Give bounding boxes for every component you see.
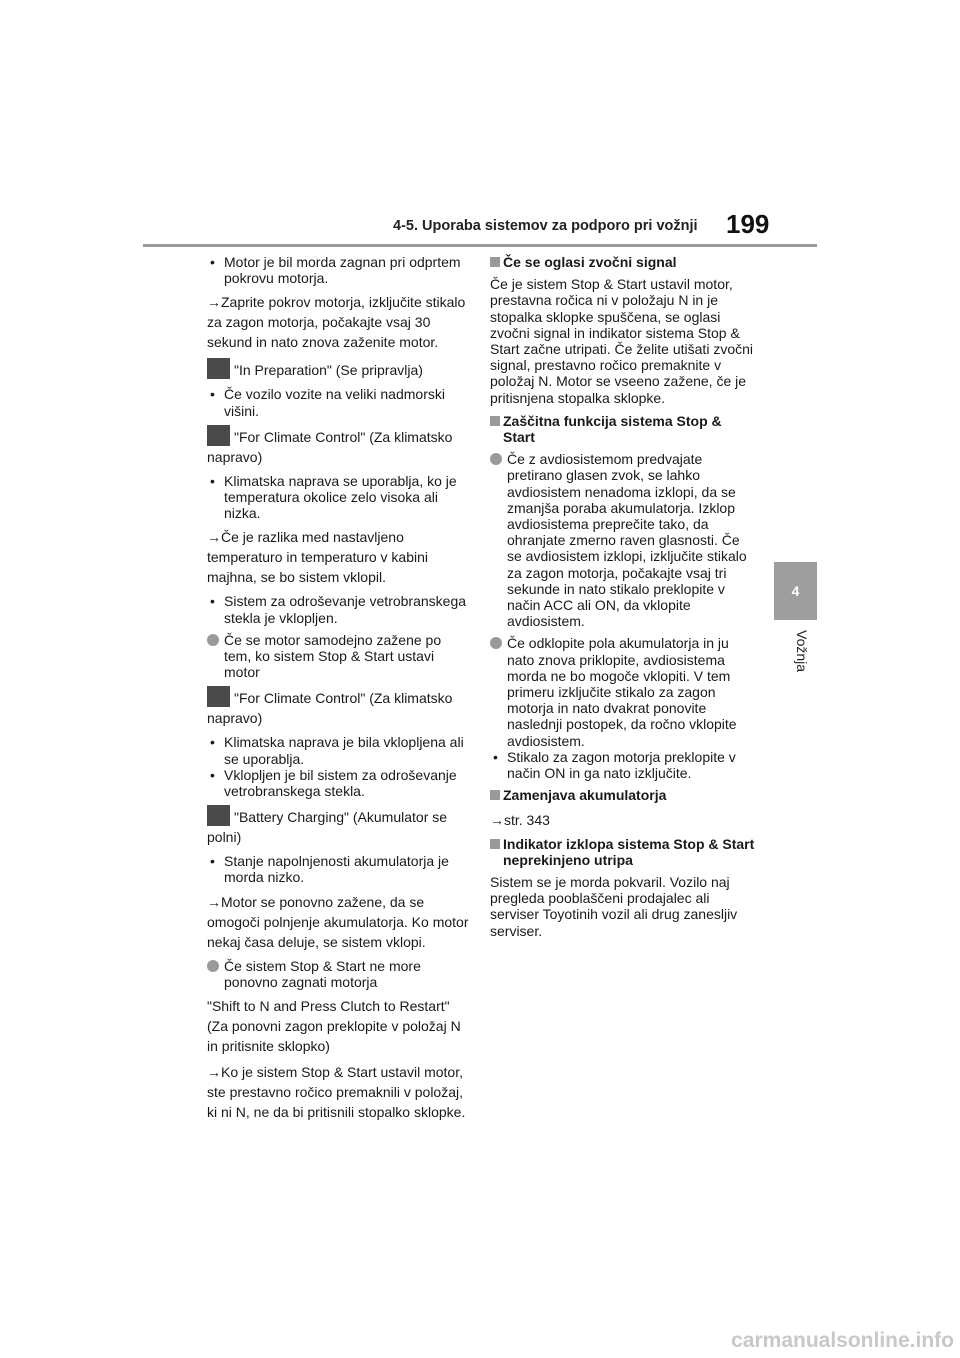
heading-text: Zaščitna funkcija sistema Stop & Start [503,412,722,446]
list-item-text: Klimatska naprava je bila vklopljena ali se uporablja. [224,734,464,767]
list-item: • Stanje napolnjenosti akumulatorja je morda nizko. [210,853,449,886]
circle-item-text: Če z avdiosistemom predvajate pretirano glasen zvok, se lahko avdiosistem nenadoma izklopi, da se zmanjša poraba akumulatorja. Izklop avdiosistema preprečite tako, da ohranjate zmerno raven glasnosti. Če se avdiosistem izklopi, izključite stikalo za zagon motorja, počakajte vsaj tri sekunde in nato stikalo preklopite v način ACC ali ON, da vklopite avdiosistem. [507,451,747,630]
heading-square-icon [490,839,500,849]
message-text: "Battery Charging" (Akumulator se polni) [207,809,448,846]
bullet-circle-icon [490,453,502,465]
heading-text: Indikator izklopa sistema Stop & Start neprekinjeno utripa [503,835,755,868]
chapter-tab[interactable]: 4 [774,562,817,620]
header-divider [143,244,817,247]
message-text: "In Preparation" (Se pripravlja) [234,362,423,379]
list-item-text: Klimatska naprava se uporablja, ko je temperatura okolice zelo visoka ali nizka. [224,472,457,522]
list-item-text: Stanje napolnjenosti akumulatorja je morda nizko. [224,853,449,886]
bullet-circle-icon [207,960,219,972]
page-reference[interactable]: →str. 343 [490,811,550,828]
list-item: • Vklopljen je bil sistem za odroševanje vetrobranskega stekla. [210,766,457,800]
section-heading [490,787,755,803]
left-column [207,254,469,1128]
stop-start-indicator-icon [207,805,230,826]
circle-item [490,451,755,629]
display-message [207,425,469,467]
circle-item [207,958,469,990]
heading-square-icon [490,790,500,800]
bullet-circle-icon [490,637,502,649]
action-text: →Če je razlika med nastavljeno temperaturo in temperaturo v kabini majhna, se bo sistem vklopil. [207,529,428,586]
right-column [490,254,755,946]
paragraph: Sistem se je morda pokvaril. Vozilo naj pregleda pooblaščeni prodajalec ali serviser Toyotinih vozil ali drug zanesljiv serviser. [490,873,738,939]
stop-start-indicator-icon [207,358,230,379]
stop-start-indicator-icon [207,686,230,707]
heading-text: Če se oglasi zvočni signal [503,254,677,270]
display-message [207,805,469,847]
list-item: • Stikalo za zagon motorja preklopite v način ON in ga nato izključite. [493,748,736,782]
section-heading [490,836,755,868]
chapter-label: Vožnja [794,630,810,673]
section-heading [490,413,755,445]
list-item: • Sistem za odroševanje vetrobranskega stekla je vklopljen. [210,593,467,626]
display-message-text: "Shift to N and Press Clutch to Restart" (Za ponovni zagon preklopite v položaj N in pritisnite sklopko) [207,998,461,1055]
display-message [207,358,469,380]
heading-square-icon [490,416,500,426]
section-title: 4-5. Uporaba sistemov za podporo pri vožnji [393,218,698,234]
circle-item [207,632,469,681]
circle-item-text: Če se motor samodejno zažene po tem, ko sistem Stop & Start ustavi motor [224,631,442,681]
heading-text: Zamenjava akumulatorja [503,787,667,804]
watermark: carmanualsonline.info [731,1329,954,1352]
action-text: →Ko je sistem Stop & Start ustavil motor, ste prestavno ročico premaknili v položaj, ki ni N, ne da bi pritisnili stopalko sklopke. [207,1064,466,1121]
list-item: • Klimatska naprava se uporablja, ko je temperatura okolice zelo visoka ali nizka. [210,472,457,522]
list-item-text: Če vozilo vozite na veliki nadmorski višini. [224,386,445,419]
circle-item [490,635,755,748]
stop-start-indicator-icon [207,425,230,446]
list-item: • Klimatska naprava je bila vklopljena ali se uporablja. [210,734,464,767]
circle-item-text: Če sistem Stop & Start ne more ponovno zagnati motorja [224,957,421,990]
list-item-text: Sistem za odroševanje vetrobranskega stekla je vklopljen. [224,593,467,626]
message-text: "For Climate Control" (Za klimatsko napravo) [207,428,453,465]
message-text: "For Climate Control" (Za klimatsko napravo) [207,690,453,727]
heading-square-icon [490,257,500,267]
display-message [207,686,469,728]
circle-item-text: Če odklopite pola akumulatorja in ju nato znova priklopite, avdiosistema morda ne bo mogoče vklopiti. V tem primeru izključite stikalo za zagon motorja in nato dvakrat ponovite naslednji postopek, da ročno vklopite avdiosistem. [507,635,737,749]
action-text: →Zaprite pokrov motorja, izključite stikalo za zagon motorja, počakajte vsaj 30 sekund in nato znova zaženite motor. [207,294,466,351]
action-text: →Motor se ponovno zažene, da se omogoči polnjenje akumulatorja. Ko motor nekaj časa deluje, se sistem vklopi. [207,893,469,950]
list-item-text: Stikalo za zagon motorja preklopite v način ON in ga nato izključite. [507,748,736,782]
page-number: 199 [726,209,770,239]
list-item-text: Vklopljen je bil sistem za odroševanje vetrobranskega stekla. [224,766,457,800]
list-item: • Motor je bil morda zagnan pri odprtem pokrovu motorja. [210,254,461,287]
section-heading [490,254,755,270]
list-item-text: Motor je bil morda zagnan pri odprtem pokrovu motorja. [224,254,461,287]
list-item: • Če vozilo vozite na veliki nadmorski višini. [210,386,445,419]
bullet-circle-icon [207,634,219,646]
paragraph: Če je sistem Stop & Start ustavil motor, prestavna ročica ni v položaju N in je stopalka sklopke spuščena, se oglasi zvočni signal in indikator sistema Stop & Start začne utripati. Če želite utišati zvočni signal, prestavno ročico premaknite v položaj N. Motor se vseeno zažene, če je pritisnjena stopalka sklopke. [490,276,754,406]
